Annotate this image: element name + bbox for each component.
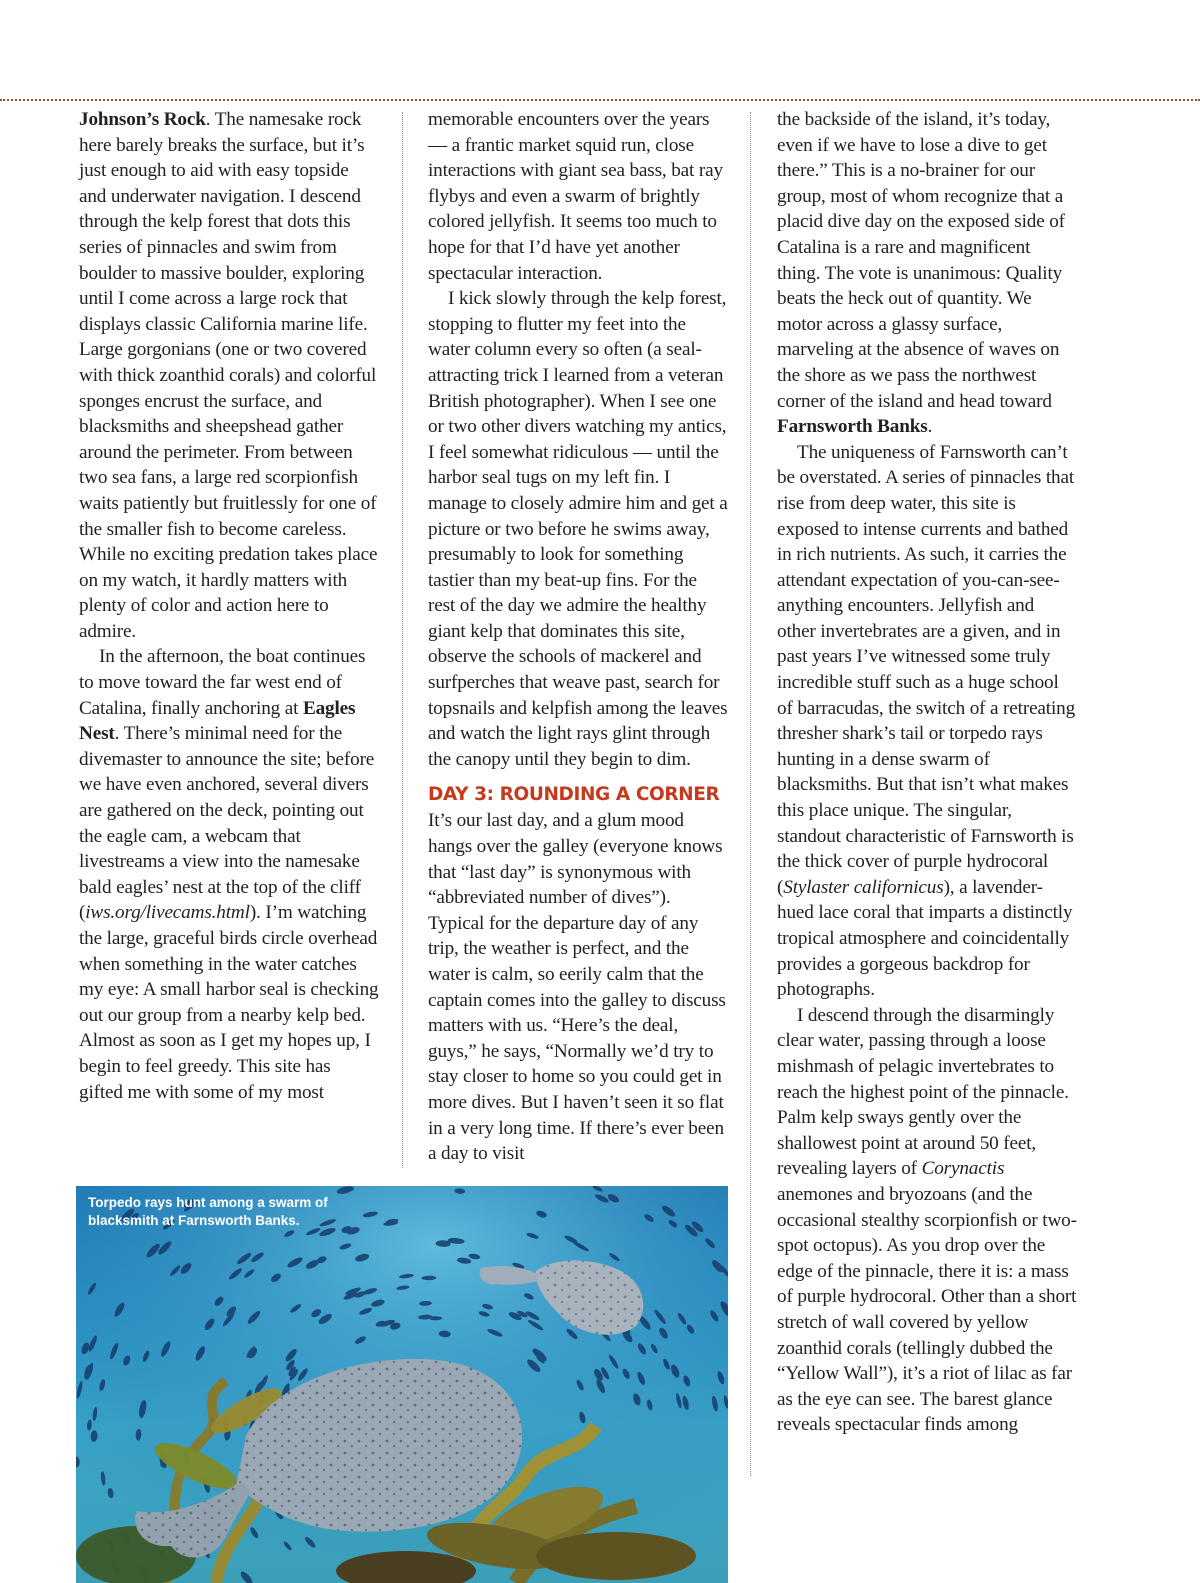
paragraph: [79, 107, 379, 644]
paragraph-text: anemones and bryozoans (and the occasional stealthy scorpionfish or two-spot octopus). As you drop over the edge of the pinnacle, there it is: a mass of purple hydrocoral. Other than a short stretch of wall covered by yellow zoanthid corals (tellingly dubbed the “Yellow Wall”), it’s a riot of lilac as far as the eye can see. The barest glance reveals spectacular finds among: [777, 1183, 1077, 1436]
underwater-scene-illustration: [76, 1186, 728, 1583]
column-divider: [750, 112, 751, 1476]
paragraph: [777, 440, 1077, 1003]
text-column-3: [777, 107, 1077, 1438]
paragraph-text: . There’s minimal need for the divemaster to announce the site; before we have even anchored, several divers are gathered on the deck, pointing out the eagle cam, a webcam that livestreams a view into the namesake bald eagles’ nest at the top of the cliff (: [79, 723, 375, 924]
paragraph-text: ), a lavender-hued lace coral that imparts a distinctly tropical atmosphere and coincidentally provides a gorgeous backdrop for photographs.: [777, 876, 1073, 1001]
species-italic: Corynactis: [921, 1158, 1005, 1180]
paragraph: memorable encounters over the years — a frantic market squid run, close interactions with giant sea bass, bat ray flybys and even a swarm of brightly colored jellyfish. It seems too much to hope for that I’d have yet another spectacular interaction.: [428, 109, 723, 284]
torpedo-ray-photo: [76, 1186, 728, 1583]
paragraph-text: I descend through the disarmingly clear water, passing through a loose mishmash of pelagic invertebrates to reach the highest point of the pinnacle. Palm kelp sways gently over the shallowest point at around 50 feet, revealing layers of: [777, 1004, 1069, 1180]
paragraph-text: The uniqueness of Farnsworth can’t be overstated. A series of pinnacles that rise from deep water, this site is exposed to intense currents and bathed in rich nutrients. As such, it carries the attendant expectation of you-can-see-anything encounters. Jellyfish and other invertebrates are a given, and in past years I’ve witnessed some truly incredible stuff such as a huge school of barracudas, the switch of a retreating thresher shark’s tail or torpedo rays hunting in a dense swarm of blacksmiths. But that isn’t what makes this place unique. The singular, standout characteristic of Farnsworth is the thick cover of purple hydrocoral (: [777, 441, 1076, 898]
text-column-2: [428, 107, 728, 1167]
blacksmith-fish: [429, 1316, 442, 1320]
paragraph-text: . The namesake rock here barely breaks the surface, but it’s just enough to aid with easy topside and underwater navigation. I descend through the kelp forest that dots this series of pinnacles and swim from boulder to massive boulder, exploring until I come across a large rock that displays classic California marine life. Large gorgonians (one or two covered with thick zoanthid corals) and colorful sponges encrust the surface, and blacksmiths and sheepshead gather around the perimeter. From between two sea fans, a large red scorpionfish waits patiently but fruitlessly for one of the smaller fish to become careless. While no exciting predation takes place on my watch, it hardly matters with plenty of color and action here to admire.: [79, 109, 378, 642]
paragraph: [777, 1003, 1077, 1438]
section-heading: DAY 3: ROUNDING A CORNER: [428, 784, 720, 806]
photo-caption: Torpedo rays hunt among a swarm of blacksmith at Farnsworth Banks.: [88, 1195, 328, 1228]
url-italic: iws.org/livecams.html: [85, 902, 250, 924]
place-name-bold: Farnsworth Banks: [777, 416, 928, 438]
top-dotted-rule: [0, 99, 1200, 101]
column-divider: [402, 112, 403, 1168]
paragraph: [79, 644, 379, 1105]
text-column-1: [79, 107, 379, 1105]
place-name-bold: Johnson’s Rock: [79, 109, 206, 130]
paragraph-text: ). I’m watching the large, graceful birds circle overhead when something in the water catches my eye: A small harbor seal is checking out our group from a nearby kelp bed. Almost as soon as I get my hopes up, I begin to feel greedy. This site has gifted me with some of my most: [79, 902, 379, 1103]
species-italic: Stylaster californicus: [783, 876, 944, 898]
paragraph: [777, 107, 1077, 440]
paragraph: I kick slowly through the kelp forest, stopping to flutter my feet into the water column every so often (a seal-attracting trick I learned from a veteran British photographer). When I see one or two other divers watching my antics, I feel somewhat ridiculous — until the harbor seal tugs on my left fin. I manage to closely admire him and get a picture or two before he swims away, presumably to look for something tastier than my beat-up fins. For the rest of the day we admire the healthy giant kelp that dominates this site, observe the schools of mackerel and surfperches that weave past, search for topsnails and kelpfish among the leaves and watch the light rays glint through the canopy until they begin to dim.: [428, 288, 728, 770]
paragraph-text: In the afternoon, the boat continues to move toward the far west end of Catalina, finally anchoring at: [79, 646, 366, 719]
paragraph: It’s our last day, and a glum mood hangs over the galley (everyone knows that “last day” is synonymous with “abbreviated number of dives”). Typical for the departure day of any trip, the weather is perfect, and the water is calm, so eerily calm that the captain comes into the galley to discuss matters with us. “Here’s the deal, guys,” he says, “Normally we’d try to stay closer to home so you could get in more dives. But I haven’t seen it so flat in a very long time. If there’s ever been a day to visit: [428, 810, 726, 1165]
paragraph-text: the backside of the island, it’s today, even if we have to lose a dive to get there.” This is a no-brainer for our group, most of whom recognize that a placid dive day on the exposed side of Catalina is a rare and magnificent thing. The vote is unanimous: Quality beats the heck out of quantity. We motor across a glassy surface, marveling at the absence of waves on the shore as we pass the northwest corner of the island and head toward: [777, 109, 1065, 412]
place-name-bold: Eagles Nest: [79, 697, 356, 745]
paragraph-text: .: [927, 416, 933, 438]
